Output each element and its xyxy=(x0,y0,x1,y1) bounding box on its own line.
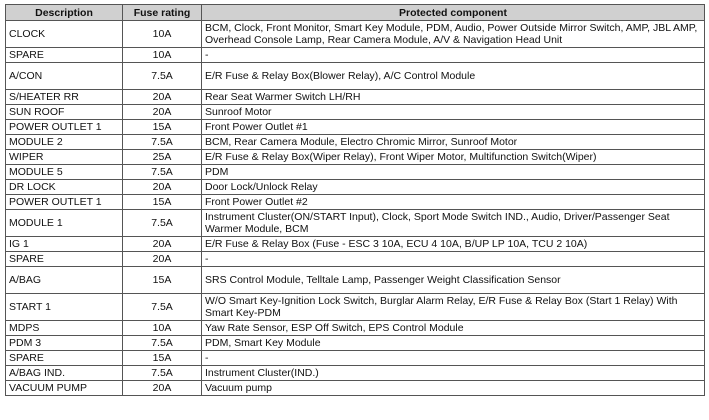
header-protected-component: Protected component xyxy=(202,5,705,21)
fuse-rating: 10A xyxy=(123,48,202,63)
table-row xyxy=(6,381,705,396)
table-row xyxy=(6,150,705,165)
protected-component: Door Lock/Unlock Relay xyxy=(202,180,705,195)
table-row xyxy=(6,252,705,267)
fuse-description: WIPER xyxy=(6,150,123,165)
protected-component: Instrument Cluster(ON/START Input), Clock, Sport Mode Switch IND., Audio, Driver/Passenger Seat Warmer Module, BCM xyxy=(202,210,705,237)
fuse-rating: 10A xyxy=(123,321,202,336)
table-row xyxy=(6,351,705,366)
fuse-description: CLOCK xyxy=(6,21,123,48)
fuse-rating: 20A xyxy=(123,105,202,120)
fuse-rating: 20A xyxy=(123,90,202,105)
fuse-rating: 20A xyxy=(123,180,202,195)
protected-component: E/R Fuse & Relay Box(Wiper Relay), Front Wiper Motor, Multifunction Switch(Wiper) xyxy=(202,150,705,165)
protected-component: E/R Fuse & Relay Box (Fuse - ESC 3 10A, ECU 4 10A, B/UP LP 10A, TCU 2 10A) xyxy=(202,237,705,252)
fuse-description: A/BAG IND. xyxy=(6,366,123,381)
table-row xyxy=(6,294,705,321)
protected-component: Rear Seat Warmer Switch LH/RH xyxy=(202,90,705,105)
table-row xyxy=(6,195,705,210)
protected-component: Sunroof Motor xyxy=(202,105,705,120)
fuse-description: MODULE 1 xyxy=(6,210,123,237)
protected-component: E/R Fuse & Relay Box(Blower Relay), A/C Control Module xyxy=(202,63,705,90)
fuse-description: START 1 xyxy=(6,294,123,321)
protected-component: Vacuum pump xyxy=(202,381,705,396)
fuse-rating: 7.5A xyxy=(123,135,202,150)
fuse-description: SPARE xyxy=(6,252,123,267)
protected-component: W/O Smart Key-Ignition Lock Switch, Burglar Alarm Relay, E/R Fuse & Relay Box (Start 1 Relay) With Smart Key-PDM xyxy=(202,294,705,321)
header-fuse-rating: Fuse rating xyxy=(123,5,202,21)
fuse-table xyxy=(5,4,705,396)
table-row xyxy=(6,165,705,180)
fuse-rating: 7.5A xyxy=(123,336,202,351)
fuse-rating: 10A xyxy=(123,21,202,48)
table-row xyxy=(6,63,705,90)
fuse-description: POWER OUTLET 1 xyxy=(6,120,123,135)
fuse-rating: 7.5A xyxy=(123,294,202,321)
fuse-description: A/BAG xyxy=(6,267,123,294)
fuse-rating: 7.5A xyxy=(123,165,202,180)
table-row xyxy=(6,366,705,381)
table-row xyxy=(6,48,705,63)
protected-component: - xyxy=(202,48,705,63)
fuse-rating: 7.5A xyxy=(123,210,202,237)
fuse-description: S/HEATER RR xyxy=(6,90,123,105)
fuse-rating: 15A xyxy=(123,267,202,294)
table-row xyxy=(6,336,705,351)
fuse-description: MODULE 5 xyxy=(6,165,123,180)
fuse-rating: 15A xyxy=(123,195,202,210)
fuse-description: A/CON xyxy=(6,63,123,90)
fuse-table-container xyxy=(5,4,704,396)
fuse-description: SPARE xyxy=(6,351,123,366)
protected-component: Yaw Rate Sensor, ESP Off Switch, EPS Control Module xyxy=(202,321,705,336)
fuse-description: POWER OUTLET 1 xyxy=(6,195,123,210)
fuse-rating: 20A xyxy=(123,237,202,252)
protected-component: Front Power Outlet #2 xyxy=(202,195,705,210)
protected-component: BCM, Clock, Front Monitor, Smart Key Module, PDM, Audio, Power Outside Mirror Switch, AMP, JBL AMP, Overhead Console Lamp, Rear Camera Module, A/V & Navigation Head Unit xyxy=(202,21,705,48)
protected-component: PDM, Smart Key Module xyxy=(202,336,705,351)
fuse-description: SPARE xyxy=(6,48,123,63)
fuse-rating: 15A xyxy=(123,351,202,366)
fuse-rating: 25A xyxy=(123,150,202,165)
protected-component: PDM xyxy=(202,165,705,180)
header-row xyxy=(6,5,705,21)
fuse-description: SUN ROOF xyxy=(6,105,123,120)
table-row xyxy=(6,321,705,336)
table-row xyxy=(6,120,705,135)
protected-component: SRS Control Module, Telltale Lamp, Passenger Weight Classification Sensor xyxy=(202,267,705,294)
fuse-description: MODULE 2 xyxy=(6,135,123,150)
fuse-description: VACUUM PUMP xyxy=(6,381,123,396)
fuse-description: IG 1 xyxy=(6,237,123,252)
protected-component: - xyxy=(202,252,705,267)
fuse-rating: 15A xyxy=(123,120,202,135)
fuse-rating: 20A xyxy=(123,381,202,396)
fuse-rating: 7.5A xyxy=(123,63,202,90)
fuse-rating: 20A xyxy=(123,252,202,267)
table-row xyxy=(6,90,705,105)
fuse-description: PDM 3 xyxy=(6,336,123,351)
table-row xyxy=(6,180,705,195)
fuse-rating: 7.5A xyxy=(123,366,202,381)
header-description: Description xyxy=(6,5,123,21)
protected-component: BCM, Rear Camera Module, Electro Chromic Mirror, Sunroof Motor xyxy=(202,135,705,150)
protected-component: - xyxy=(202,351,705,366)
protected-component: Instrument Cluster(IND.) xyxy=(202,366,705,381)
protected-component: Front Power Outlet #1 xyxy=(202,120,705,135)
table-row xyxy=(6,135,705,150)
table-row xyxy=(6,267,705,294)
fuse-description: DR LOCK xyxy=(6,180,123,195)
table-row xyxy=(6,105,705,120)
table-row xyxy=(6,21,705,48)
table-row xyxy=(6,237,705,252)
table-row xyxy=(6,210,705,237)
fuse-description: MDPS xyxy=(6,321,123,336)
